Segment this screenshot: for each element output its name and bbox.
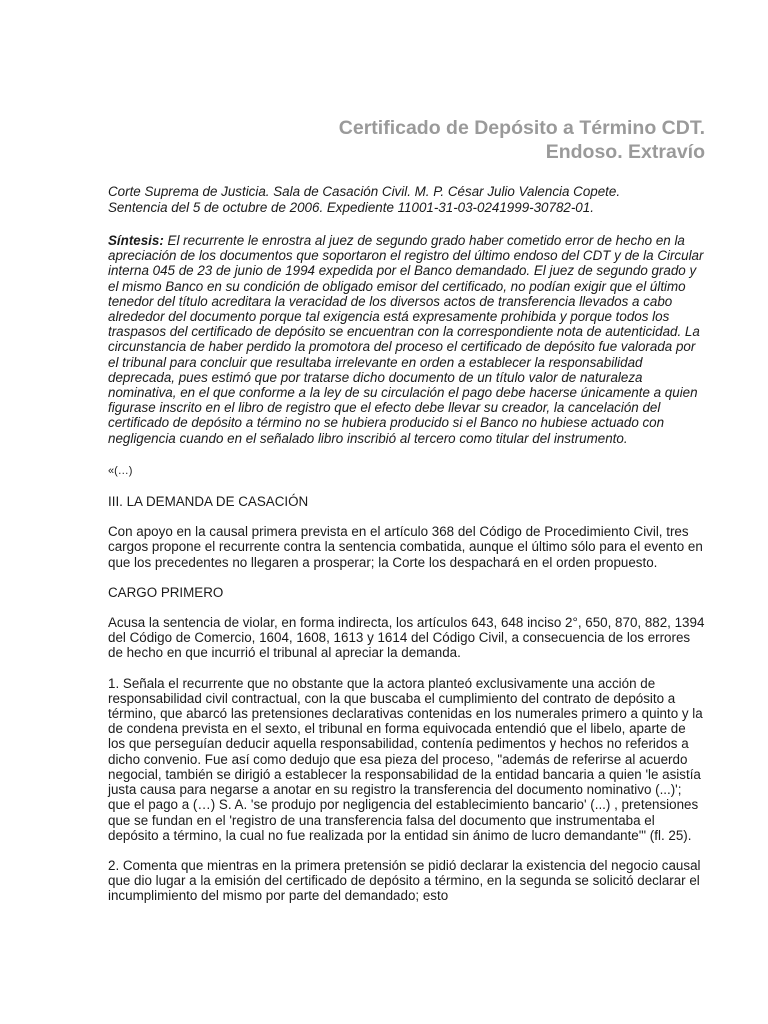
synthesis-paragraph [108, 233, 705, 446]
title-line-1: Certificado de Depósito a Término CDT. [338, 117, 705, 139]
intro-paragraph: Con apoyo en la causal primera prevista en el artículo 368 del Código de Procedimiento Civil, tres cargos propone el recurrente contra la sentencia combatida, aunque el último sólo para el evento en que los precedentes no llegaren a prosperar; la Corte los despachará en el orden propuesto. [108, 524, 703, 570]
ellipsis-mark: «(…) [108, 464, 133, 477]
cargo-paragraph: Acusa la sentencia de violar, en forma indirecta, los artículos 643, 648 inciso 2°, 650, 870, 882, 1394 del Código de Comercio, 1604, 1608, 1613 y 1614 del Código Civil, a consecuencia de los errores de hecho en que incurrió el tribunal al apreciar la demanda. [108, 615, 705, 661]
synthesis-text: El recurrente le enrostra al juez de segundo grado haber cometido error de hecho en la apreciación de los documentos que soportaron el registro del último endoso del CDT y de la Circular interna 045 de 23 de junio de 1994 expedida por el Banco demandado. El juez de segundo grado y el mismo Banco en su condición de obligado emisor del certificado, no podían exigir que el último tenedor del título acreditara la veracidad de los diversos actos de transferencia llevados a cabo alrededor del documento porque tal exigencia está expresamente prohibida y porque todos los traspasos del certificado de depósito se encuentran con la correspondiente nota de autenticidad. La circunstancia de haber perdido la promotora del proceso el certificado de depósito fue valorada por el tribunal para concluir que resultaba irrelevante en orden a establecer la responsabilidad deprecada, pues estimó que por tratarse dicho documento de un título valor de naturaleza nominativa, en el que conforme a la ley de su circulación el pago debe hacerse únicamente a quien figurase inscrito en el libro de registro que el efecto debe llevar su creador, la cancelación del certificado de depósito a término no se hubiera producido si el Banco no hubiese actuado con negligencia cuando en el señalado libro inscribió al tercero como titular del instrumento. [108, 233, 704, 446]
synthesis-label: Síntesis: [108, 233, 164, 248]
point-2-paragraph: 2. Comenta que mientras en la primera pretensión se pidió declarar la existencia del negocio causal que dio lugar a la emisión del certificado de depósito a término, en la segunda se solicitó declarar el incumplimiento del mismo por parte del demandado; esto [108, 857, 701, 904]
title-line-2: Endoso. Extravío [545, 141, 705, 163]
section-heading: III. LA DEMANDA DE CASACIÓN [108, 494, 309, 510]
document-page [108, 116, 705, 919]
document-title [108, 116, 705, 164]
citation-line-2: Sentencia del 5 de octubre de 2006. Expediente 11001-31-03-0241999-30782-01. [108, 199, 594, 215]
cargo-heading: CARGO PRIMERO [108, 584, 224, 600]
court-citation [108, 184, 705, 215]
citation-line-1: Corte Suprema de Justicia. Sala de Casación Civil. M. P. César Julio Valencia Copete. [108, 184, 621, 199]
point-1-paragraph: 1. Señala el recurrente que no obstante que la actora planteó exclusivamente una acción de responsabilidad civil contractual, con la que buscaba el cumplimiento del contrato de depósito a término, que abarcó las pretensiones declarativas contenidas en los numerales primero a quinto y la de condena prevista en el sexto, el tribunal en forma equivocada entendió que el libelo, aparte de los que perseguían deducir aquella responsabilidad, contenía pedimentos y hechos no referidos a dicho convenio. Fue así como dedujo que esa pieza del proceso, "además de referirse al acuerdo negocial, también se dirigió a establecer la responsabilidad de la entidad bancaria a quien 'le asistía justa causa para negarse a anotar en su registro la transferencia del documento nominativo (...)'; que el pago a (…) S. A. 'se produjo por negligencia del establecimiento bancario' (...) , pretensiones que se fundan en el 'registro de una transferencia falsa del documento que instrumentaba el depósito a término, la cual no fue realizada por la entidad sin ánimo de lucro demandante'" (fl. 25). [108, 675, 703, 843]
